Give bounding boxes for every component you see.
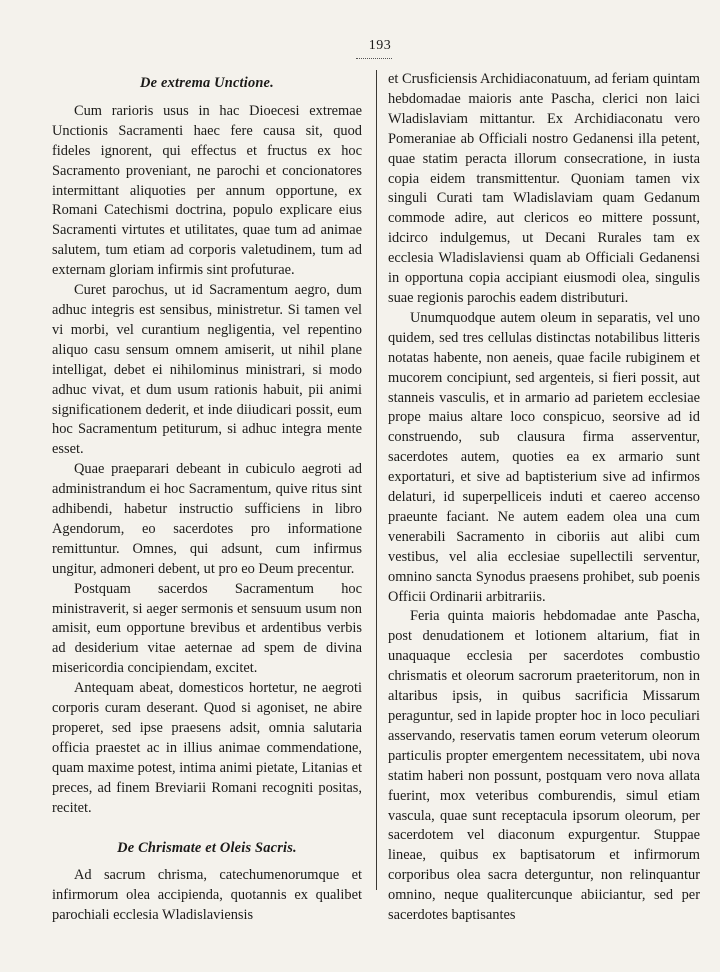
section-heading-extreme-unction: De extrema Unctione. xyxy=(140,75,274,91)
column-divider xyxy=(376,70,377,890)
section-heading-chrism-and-oils: De Chrismate et Oleis Sacris. xyxy=(117,839,297,856)
paragraph: Unumquodque autem oleum in separatis, vel uno quidem, sed tres cellulas distinctas notabilibus litteris notatas habente, non aeneis, quae facile rubiginem et mucorem concipiunt, sed argenteis, si fieri possit, aut stanneis vasculis, et in armario ad parietem ecclesiae prope maius altare loco conspicuo, seorsive ad id construendo, sub clausura firma asserventur, sacerdotes autem, quoties ea ex armario sunt exportaturi, et sive ad baptisterium sive ad infirmos delaturi, id superpelliceis induti et caereo accenso praeunte faciant. Ne autem eadem olea una cum venerabili Sacramento in ciboriis aut alibi cum vestibus, vel alia ecclesiae supellectili serventur, omnino sancta Synodus praesens prohibet, sub poenis Officii Ordinarii arbitrariis. xyxy=(388,309,700,605)
paragraph-continued: et Crusficiensis Archidiaconatuum, ad feriam quintam hebdomadae maioris ante Pascha, clerici non laici Wladislaviam mittantur. Ex Archidiaconatu vero Pomeraniae ab Officiali nostro Gedanensi illa petent, quae statim peracta illorum consecratione, in iusta copia eidem transmittentur. Quoniam tamen vix singuli Curati tam Wladislaviam quam Gedanum commode adire, aut clericos eo mittere possunt, idcirco indulgemus, ut Decani Rurales tam ex ecclesia Wladislaviensi quam ab Officiali Gedanensi in opportuna copia accipiant eiusmodi olea, singulis suae regionis parochis eadem distributuri. xyxy=(388,71,700,306)
right-column xyxy=(388,70,700,926)
paragraph: Feria quinta maioris hebdomadae ante Pascha, post denudationem et lotionem altarium, fiat in unaquaque ecclesia per sacerdotes combustio chrismatis et oleorum sacrorum praeteritorum, non in altaribus ipsis, in quibus sacrificia Missarum peraguntur, sed in lapide propter hoc in loco peculiari asservando, reservatis tamen eorum veterum oleorum particulis propter emergentem necessitatem, ubi nova statim haberi non possunt, postquam vero nova allata fuerint, mox veteribus comburendis, simul etiam vascula, quae sunt receptacula ipsorum oleorum, per sacerdotem vel diaconum expurgentur. Stuppae lineae, quibus ex baptisatorum et infirmorum corporibus olea sacra deterguntur, non relinquantur omnino, neque qualitercunque abiiciantur, sed per sacerdotes baptisantes xyxy=(388,608,700,924)
paragraph: Postquam sacerdos Sacramentum hoc ministraverit, si aeger sermonis et sensuum usum non amisit, eum opportune brevibus et ardentibus verbis ad desiderium vitae aeternae ad spem de divina misericordia concipiendam, excitet. xyxy=(52,580,362,677)
page-number-underline xyxy=(356,58,392,61)
left-column xyxy=(52,70,362,926)
page-number: 193 xyxy=(368,38,392,53)
paragraph: Curet parochus, ut id Sacramentum aegro, dum adhuc integris est sensibus, ministretur. Si tamen vel vi morbi, vel curantium negligentia, vel repentino aliquo casu sensum omnem amiserit, ut nihil plane intelligat, debet ei nihilominus ministrari, si modo adhuc vivat, et dum usum rationis habuit, pii animi significationem dederit, et inde diiudicari possit, eum hoc Sacramentum petiturum, si adhuc integra mente esset. xyxy=(52,282,362,458)
paragraph: Quae praeparari debeant in cubiculo aegroti ad administrandum ei hoc Sacramentum, quive ritus sint adhibendi, habetur instructio sufficiens in libro Agendorum, eo sacerdotes pro informatione remittuntur. Omnes, qui adsunt, cum infirmus ungitur, admoneri debent, ut pro eo Deum precentur. xyxy=(52,461,362,577)
paragraph: Ad sacrum chrisma, catechumenorumque et infirmorum olea accipienda, quotannis ex qualibet parochiali ecclesia Wladislaviensis xyxy=(52,867,362,924)
paragraph: Antequam abeat, domesticos hortetur, ne aegroti corporis curam deserant. Quod si agoniset, ne abire properet, sed ipse praesens adsit, omnia salutaria officia praestet ac in illius animae commendatione, quam maxime potest, intima animi pietate, Litanias et preces, ad finem Breviarii Romani recogniti positas, recitet. xyxy=(52,680,362,816)
paragraph: Cum rarioris usus in hac Dioecesi extremae Unctionis Sacramenti haec fere causa sit, quod fideles ignorent, qui effectus et fructus ex hoc Sacramento proveniant, ne parochi et concionatores intermittant aliquoties per annum opportune, ex Romani Catechismi doctrina, populo explicare eius Sacramenti virtutes et utilitates, quae tum ad animae salutem, tum etiam ad corporis valetudinem, tum ad externam gloriam infirmis sint profuturae. xyxy=(52,102,362,279)
